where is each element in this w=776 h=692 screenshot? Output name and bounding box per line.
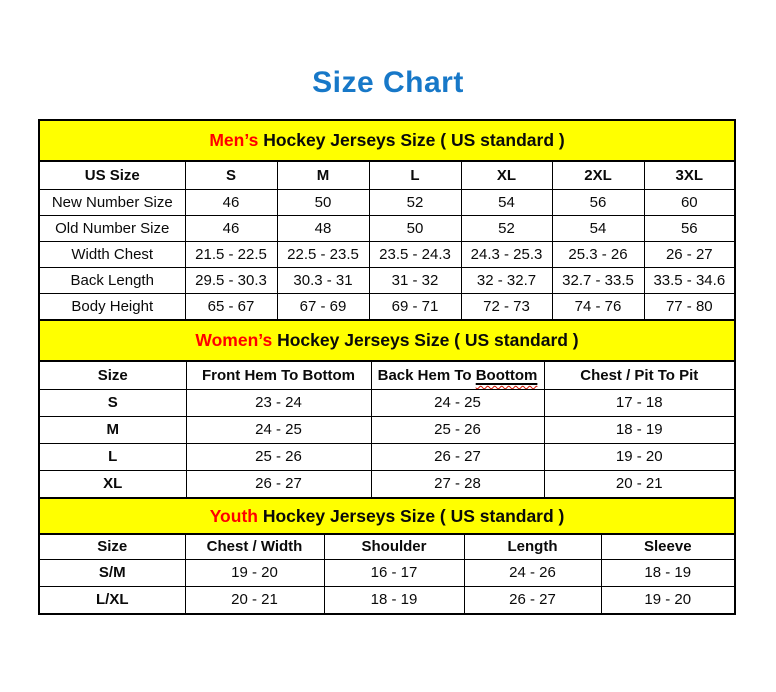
cell: 25 - 26 [186, 444, 371, 471]
womens-size-table [38, 319, 736, 499]
cell: 19 - 20 [544, 444, 735, 471]
cell: 72 - 73 [461, 294, 552, 321]
womens-section-title-highlight: Women’s [195, 330, 273, 351]
cell: 21.5 - 22.5 [185, 242, 277, 268]
cell: 65 - 67 [185, 294, 277, 321]
mens-section-band [39, 120, 735, 161]
row-label: S/M [39, 560, 185, 587]
table-row-womens-l [39, 444, 735, 471]
cell: 69 - 71 [369, 294, 461, 321]
cell: 32 - 32.7 [461, 268, 552, 294]
cell: 24 - 26 [464, 560, 601, 587]
womens-section-band [39, 320, 735, 361]
cell: 52 [461, 216, 552, 242]
cell: 50 [369, 216, 461, 242]
table-row-body-height [39, 294, 735, 321]
mens-section-title-highlight: Men’s [209, 130, 259, 151]
cell: 16 - 17 [324, 560, 464, 587]
column-header-2xl: 2XL [552, 161, 644, 190]
page-title: Size Chart [312, 66, 464, 99]
youth-size-table [38, 497, 736, 615]
cell: 60 [644, 190, 735, 216]
table-row-womens-xl [39, 471, 735, 499]
cell: 46 [185, 216, 277, 242]
cell: 23.5 - 24.3 [369, 242, 461, 268]
youth-section-title-rest: Hockey Jerseys Size ( US standard ) [262, 505, 565, 526]
column-header-m: M [277, 161, 369, 190]
cell: 17 - 18 [544, 390, 735, 417]
youth-section-title-highlight: Youth [209, 505, 258, 526]
row-label: Old Number Size [39, 216, 185, 242]
cell: 32.7 - 33.5 [552, 268, 644, 294]
row-label: L/XL [39, 587, 185, 615]
youth-section-title [39, 498, 735, 534]
cell: 25 - 26 [371, 417, 544, 444]
cell: 54 [461, 190, 552, 216]
column-header-size: Size [39, 361, 186, 390]
row-label: Width Chest [39, 242, 185, 268]
mens-section-title-rest: Hockey Jerseys Size ( US standard ) [263, 130, 565, 151]
cell: 20 - 21 [185, 587, 324, 615]
cell: 22.5 - 23.5 [277, 242, 369, 268]
back-hem-label: Back Hem To [377, 366, 472, 384]
table-row-womens-m [39, 417, 735, 444]
cell: 26 - 27 [186, 471, 371, 499]
column-header-chest-width: Chest / Width [185, 534, 324, 560]
column-header-xl: XL [461, 161, 552, 190]
cell: 67 - 69 [277, 294, 369, 321]
cell: 30.3 - 31 [277, 268, 369, 294]
cell: 18 - 19 [324, 587, 464, 615]
column-header-sleeve: Sleeve [601, 534, 735, 560]
cell: 25.3 - 26 [552, 242, 644, 268]
cell: 18 - 19 [601, 560, 735, 587]
cell: 23 - 24 [186, 390, 371, 417]
table-row-back-length [39, 268, 735, 294]
column-header-size: Size [39, 534, 185, 560]
mens-header-row [39, 161, 735, 190]
cell: 50 [277, 190, 369, 216]
column-header-l: L [369, 161, 461, 190]
cell: 24 - 25 [371, 390, 544, 417]
column-header-front-hem: Front Hem To Bottom [186, 361, 371, 390]
column-header-3xl: 3XL [644, 161, 735, 190]
youth-section-band [39, 498, 735, 534]
column-header-us-size: US Size [39, 161, 185, 190]
misspelled-word: Boottom [475, 366, 538, 384]
cell: 56 [552, 190, 644, 216]
cell: 46 [185, 190, 277, 216]
cell: 31 - 32 [369, 268, 461, 294]
cell: 54 [552, 216, 644, 242]
table-row-width-chest [39, 242, 735, 268]
row-label: New Number Size [39, 190, 185, 216]
cell: 26 - 27 [371, 444, 544, 471]
cell: 48 [277, 216, 369, 242]
size-chart-tables [38, 119, 734, 615]
womens-section-title-rest: Hockey Jerseys Size ( US standard ) [277, 330, 579, 351]
cell: 19 - 20 [185, 560, 324, 587]
table-row-old-number-size [39, 216, 735, 242]
cell: 24.3 - 25.3 [461, 242, 552, 268]
row-label: L [39, 444, 186, 471]
column-header-length: Length [464, 534, 601, 560]
cell: 26 - 27 [644, 242, 735, 268]
cell: 29.5 - 30.3 [185, 268, 277, 294]
table-row-youth-lxl [39, 587, 735, 615]
row-label: Back Length [39, 268, 185, 294]
column-header-back-hem [371, 361, 544, 390]
row-label: M [39, 417, 186, 444]
column-header-s: S [185, 161, 277, 190]
row-label: Body Height [39, 294, 185, 321]
cell: 27 - 28 [371, 471, 544, 499]
column-header-shoulder: Shoulder [324, 534, 464, 560]
table-row-womens-s [39, 390, 735, 417]
cell: 19 - 20 [601, 587, 735, 615]
cell: 18 - 19 [544, 417, 735, 444]
youth-header-row [39, 534, 735, 560]
womens-section-title [39, 320, 735, 361]
cell: 52 [369, 190, 461, 216]
cell: 74 - 76 [552, 294, 644, 321]
row-label: S [39, 390, 186, 417]
cell: 26 - 27 [464, 587, 601, 615]
cell: 20 - 21 [544, 471, 735, 499]
cell: 56 [644, 216, 735, 242]
row-label: XL [39, 471, 186, 499]
table-row-new-number-size [39, 190, 735, 216]
cell: 24 - 25 [186, 417, 371, 444]
cell: 33.5 - 34.6 [644, 268, 735, 294]
cell: 77 - 80 [644, 294, 735, 321]
womens-header-row [39, 361, 735, 390]
column-header-chest-pit: Chest / Pit To Pit [544, 361, 735, 390]
table-row-youth-sm [39, 560, 735, 587]
mens-size-table [38, 119, 736, 321]
mens-section-title [39, 120, 735, 161]
